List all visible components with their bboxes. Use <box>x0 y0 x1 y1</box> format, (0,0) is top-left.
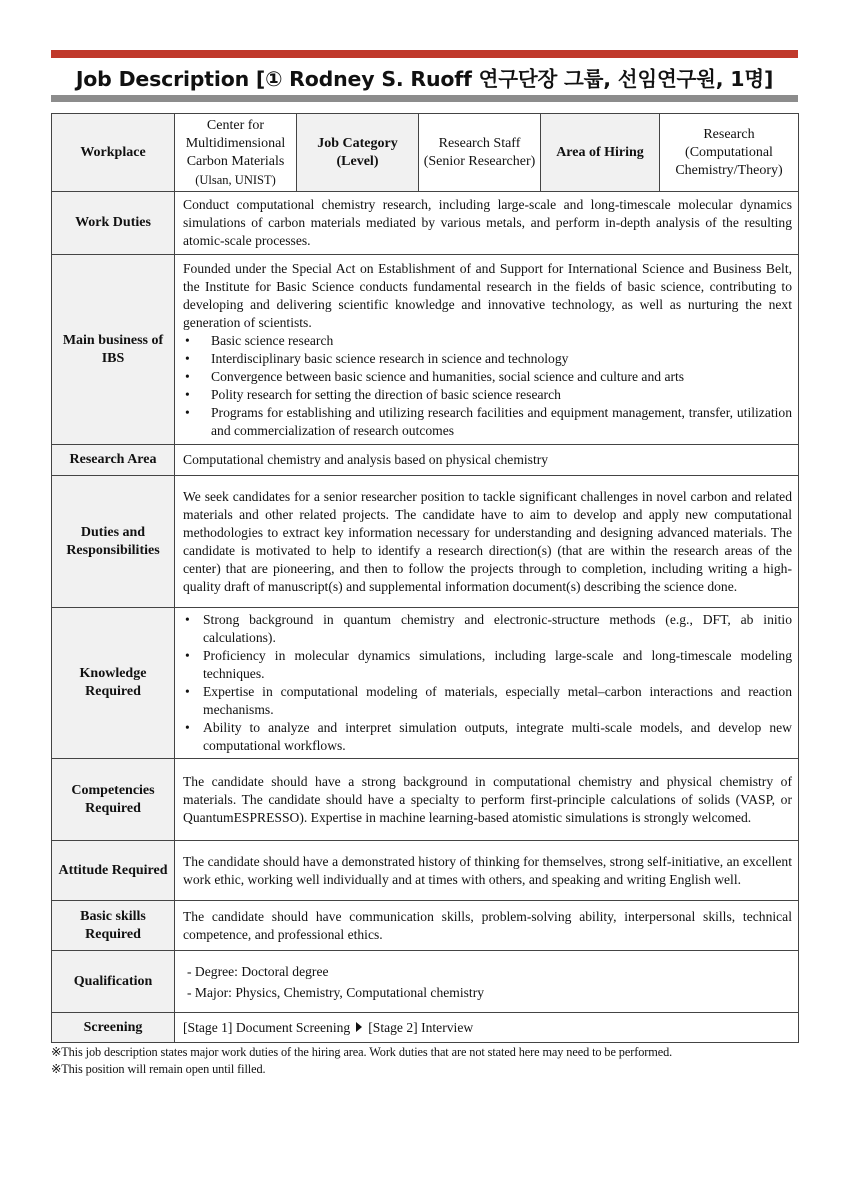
research-area-row <box>52 445 799 476</box>
screening-stage1: [Stage 1] Document Screening <box>183 1019 351 1035</box>
list-item: • Strong background in quantum chemistry and electronic-structure methods (e.g., DFT, ab initio calculations). <box>183 611 792 647</box>
list-item: • Proficiency in molecular dynamics simulations, including large-scale and long-timescale modeling techniques. <box>183 647 792 683</box>
attitude-label: Attitude Required <box>52 841 175 901</box>
qualification-row <box>52 951 799 1013</box>
research-area-text: Computational chemistry and analysis based on physical chemistry <box>175 445 799 476</box>
screening-content <box>175 1013 799 1043</box>
duties-label: Duties and Responsibilities <box>52 476 175 608</box>
knowledge-row <box>52 608 799 759</box>
list-item: • Basic science research <box>183 332 792 350</box>
basic-skills-text: The candidate should have communication skills, problem-solving ability, interpersonal skills, technical competence, and professional ethics. <box>175 901 799 951</box>
basic-skills-label: Basic skills Required <box>52 901 175 951</box>
qualification-content <box>175 951 799 1013</box>
footnotes <box>51 1044 811 1078</box>
research-area-label: Research Area <box>52 445 175 476</box>
main-business-label: Main business of IBS <box>52 255 175 445</box>
workplace-name: Center for Multidimensional Carbon Materials <box>185 117 286 169</box>
work-duties-text: Conduct computational chemistry research, including large-scale and long-timescale molecular dynamics simulations of carbon materials mediated by various metals, and perform in-depth analysis of the resulting atomic-scale processes. <box>175 192 799 255</box>
knowledge-list <box>183 611 792 755</box>
list-item: • Ability to analyze and interpret simulation outputs, integrate multi-scale models, and develop new computational workflows. <box>183 719 792 755</box>
attitude-text: The candidate should have a demonstrated history of thinking for themselves, strong self-initiative, an excellent work ethic, working well individually and at times with others, and speaking and writing English well. <box>175 841 799 901</box>
competencies-text: The candidate should have a strong background in computational chemistry and physical chemistry of materials. The candidate should have a specialty to perform first-principle calculations of solids (VASP, or QuantumESPRESSO). Expertise in machine learning-based atomistic simulations is strongly welcomed. <box>175 759 799 841</box>
footnote: ※This position will remain open until filled. <box>51 1062 266 1076</box>
list-item: • Convergence between basic science and humanities, social science and culture and arts <box>183 368 792 386</box>
main-business-content <box>175 255 799 445</box>
job-category-value: Research Staff (Senior Researcher) <box>419 114 541 192</box>
qualification-major: - Major: Physics, Chemistry, Computational chemistry <box>187 984 485 1000</box>
duties-text: We seek candidates for a senior researcher position to tackle significant challenges in novel carbon and related materials and other related projects. The candidate have to aim to develop and apply new computational methodologies to extract key information necessary for understanding and designing advanced materials. The candidate is motivated to help to identify a research direction(s) (that are within the research areas of the center) that are pioneering, and then to follow the projects through to completion, including writing a high-quality draft of manuscript(s) and supplemental information document(s) describing the science done. <box>175 476 799 608</box>
duties-row <box>52 476 799 608</box>
knowledge-content <box>175 608 799 759</box>
workplace-label: Workplace <box>52 114 175 192</box>
divider-bar <box>51 95 798 102</box>
job-description-table <box>51 113 799 1043</box>
workplace-value <box>175 114 297 192</box>
area-of-hiring-value: Research (Computational Chemistry/Theory) <box>660 114 799 192</box>
footnote: ※This job description states major work duties of the hiring area. Work duties that are not stated here may need to be performed. <box>51 1045 673 1059</box>
basic-skills-row <box>52 901 799 951</box>
qualification-label: Qualification <box>52 951 175 1013</box>
screening-stage2: [Stage 2] Interview <box>368 1019 474 1035</box>
workplace-location: (Ulsan, UNIST) <box>195 172 276 187</box>
header-row <box>52 114 799 192</box>
job-category-label: Job Category (Level) <box>297 114 419 192</box>
qualification-degree: - Degree: Doctoral degree <box>187 963 329 979</box>
attitude-row <box>52 841 799 901</box>
main-business-list <box>183 332 792 440</box>
arrow-right-icon <box>356 1022 362 1032</box>
list-item: • Expertise in computational modeling of materials, especially metal–carbon interactions and reaction mechanisms. <box>183 683 792 719</box>
work-duties-row <box>52 192 799 255</box>
screening-label: Screening <box>52 1013 175 1043</box>
accent-bar <box>51 50 798 58</box>
list-item: • Polity research for setting the direction of basic science research <box>183 386 792 404</box>
list-item: • Interdisciplinary basic science research in science and technology <box>183 350 792 368</box>
main-business-intro: Founded under the Special Act on Establishment of and Support for International Science and Business Belt, the Institute for Basic Science conducts fundamental research in the fields of basic science, contributing to developing and delivering scientific knowledge and innovative technology, as well as nurturing the next generation of scientists. <box>183 260 792 330</box>
work-duties-label: Work Duties <box>52 192 175 255</box>
area-of-hiring-label: Area of Hiring <box>541 114 660 192</box>
competencies-label: Competencies Required <box>52 759 175 841</box>
screening-row <box>52 1013 799 1043</box>
main-business-row <box>52 255 799 445</box>
page-title: Job Description [① Rodney S. Ruoff 연구단장 그룹, 선임연구원, 1명] <box>75 67 774 91</box>
list-item: • Programs for establishing and utilizing research facilities and equipment management, transfer, utilization and commercialization of research outcomes <box>183 404 792 440</box>
competencies-row <box>52 759 799 841</box>
knowledge-label: Knowledge Required <box>52 608 175 759</box>
